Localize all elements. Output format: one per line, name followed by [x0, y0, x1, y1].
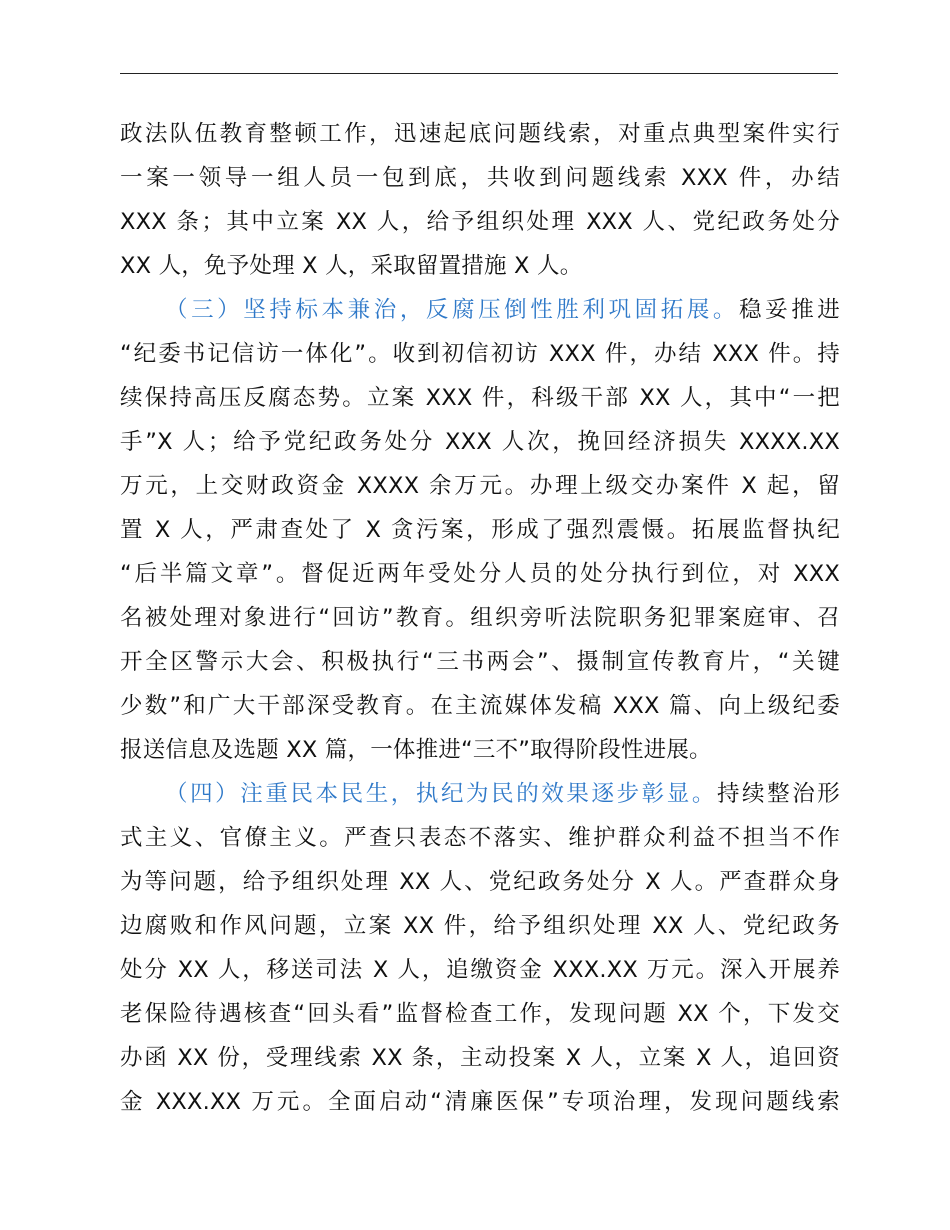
paragraph-text: 持续整治形 — [716, 781, 840, 807]
paragraph-line: 办函 XX 份，受理线索 XX 条，主动投案 X 人，立案 X 人，追回资 — [120, 1045, 840, 1071]
section-heading-3: （三）坚持标本兼治，反腐压倒性胜利巩固拓展。 — [165, 297, 740, 323]
paragraph-line: “纪委书记信访一体化”。收到初信初访 XXX 件，办结 XXX 件。持 — [120, 341, 840, 367]
paragraph-text: 稳妥推进 — [739, 297, 840, 323]
paragraph-line: 政法队伍教育整顿工作，迅速起底问题线索，对重点典型案件实行 — [120, 121, 840, 147]
paragraph-line: XX 人，免予处理 X 人，采取留置措施 X 人。 — [120, 253, 583, 279]
paragraph-line: XXX 条；其中立案 XX 人，给予组织处理 XXX 人、党纪政务处分 — [120, 209, 840, 235]
paragraph-line: “后半篇文章”。督促近两年受处分人员的处分执行到位，对 XXX — [120, 561, 840, 587]
paragraph-line: 一案一领导一组人员一包到底，共收到问题线索 XXX 件，办结 — [120, 165, 840, 191]
paragraph-line: 老保险待遇核查“回头看”监督检查工作，发现问题 XX 个，下发交 — [120, 1001, 840, 1027]
section-heading-line — [120, 288, 840, 332]
paragraph-line: 边腐败和作风问题，立案 XX 件，给予组织处理 XX 人、党纪政务 — [120, 913, 840, 939]
header-rule — [120, 73, 838, 74]
document-body — [120, 112, 840, 1124]
paragraph-line: 为等问题，给予组织处理 XX 人、党纪政务处分 X 人。严查群众身 — [120, 869, 840, 895]
paragraph-line: 报送信息及选题 XX 篇，一体推进“三不”取得阶段性进展。 — [120, 737, 712, 763]
paragraph-line: 置 X 人，严肃查处了 X 贪污案，形成了强烈震慑。拓展监督执纪 — [120, 517, 840, 543]
paragraph-line: 式主义、官僚主义。严查只表态不落实、维护群众利益不担当不作 — [120, 825, 840, 851]
paragraph-line: 处分 XX 人，移送司法 X 人，追缴资金 XXX.XX 万元。深入开展养 — [120, 957, 840, 983]
paragraph-line: 万元，上交财政资金 XXXX 余万元。办理上级交办案件 X 起，留 — [120, 473, 840, 499]
paragraph-line: 手”X 人；给予党纪政务处分 XXX 人次，挽回经济损失 XXXX.XX — [120, 429, 840, 455]
section-heading-line — [120, 772, 840, 816]
paragraph-line: 续保持高压反腐态势。立案 XXX 件，科级干部 XX 人，其中“一把 — [120, 385, 840, 411]
paragraph-line: 开全区警示大会、积极执行“三书两会”、摄制宣传教育片，“关键 — [120, 649, 840, 675]
paragraph-line: 金 XXX.XX 万元。全面启动“清廉医保”专项治理，发现问题线索 — [120, 1089, 840, 1115]
paragraph-line: 少数”和广大干部深受教育。在主流媒体发稿 XXX 篇、向上级纪委 — [120, 693, 840, 719]
paragraph-line: 名被处理对象进行“回访”教育。组织旁听法院职务犯罪案庭审、召 — [120, 605, 840, 631]
section-heading-4: （四）注重民本民生，执纪为民的效果逐步彰显。 — [165, 781, 717, 807]
